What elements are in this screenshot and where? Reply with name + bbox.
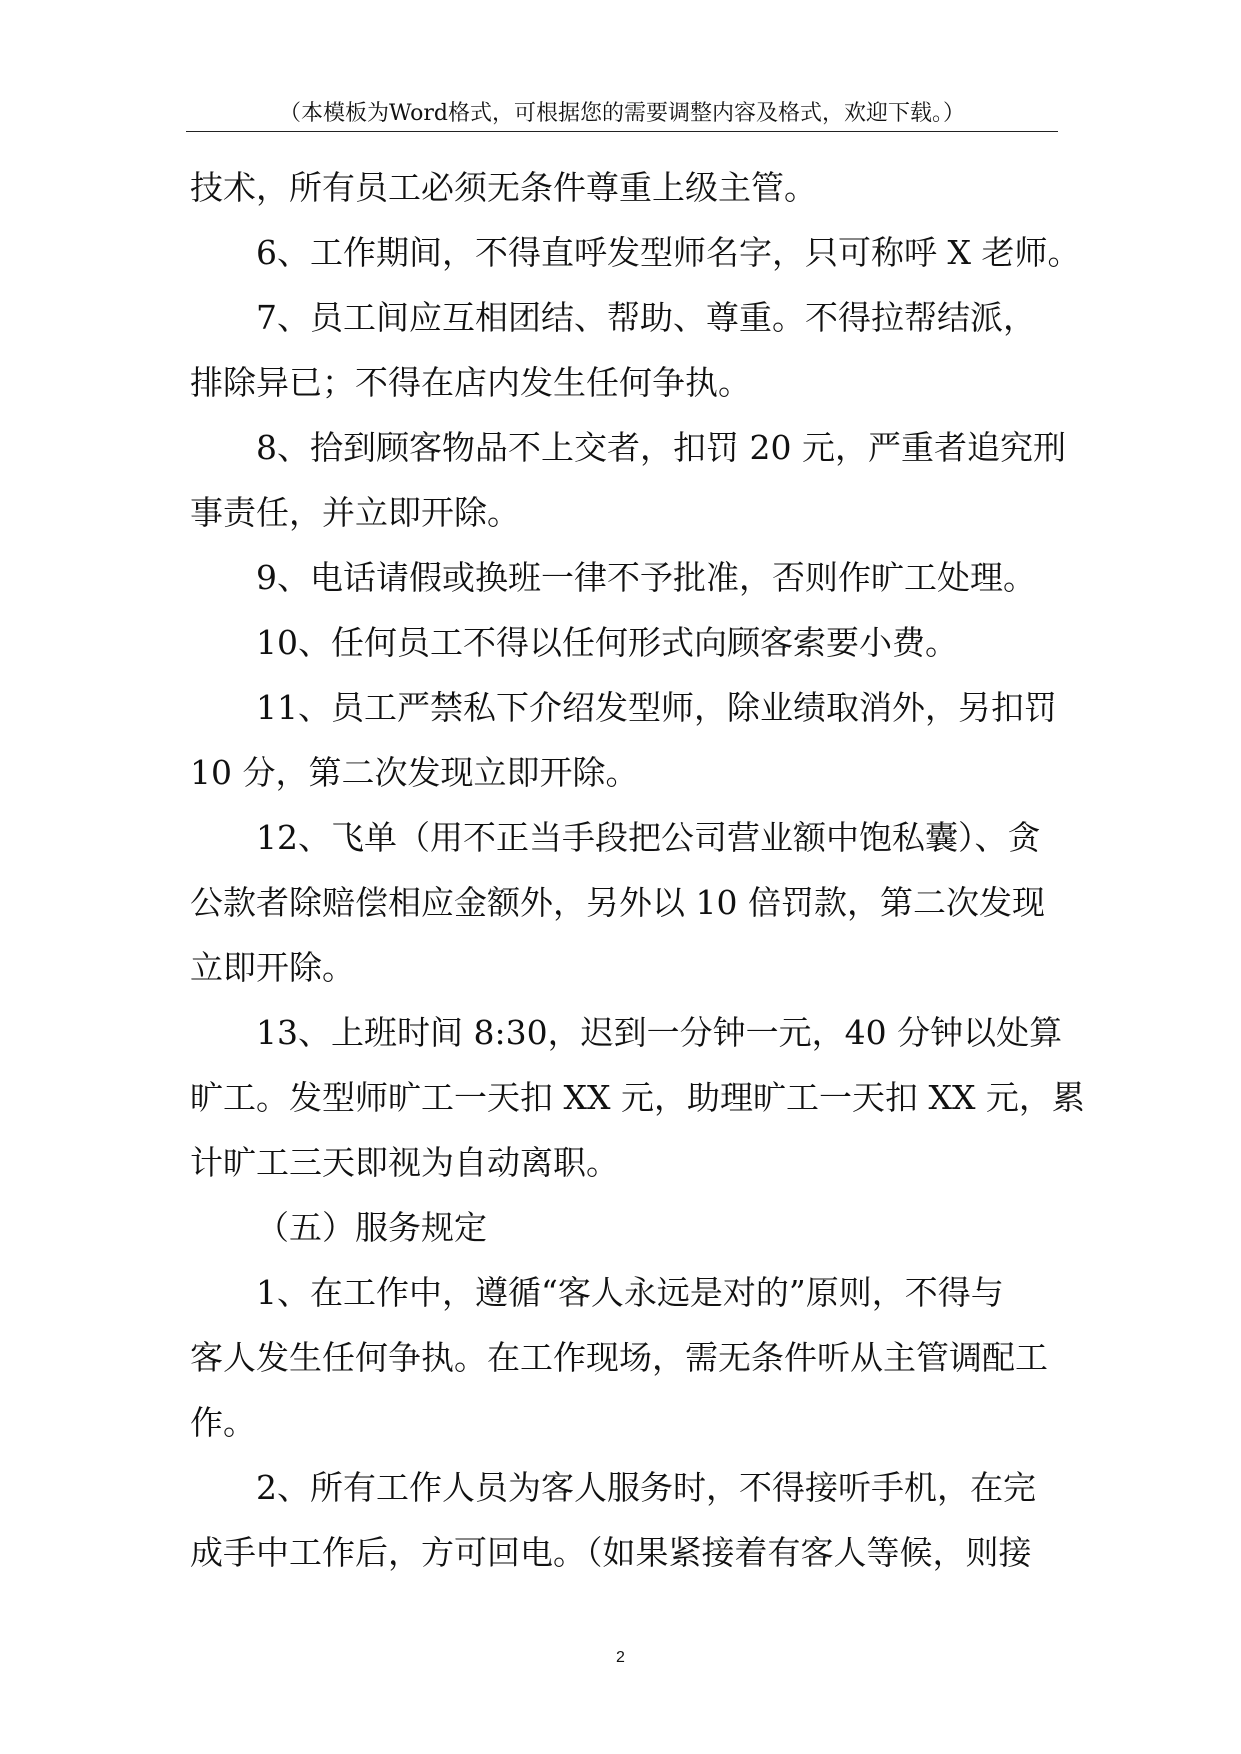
paragraph-line: 10 分，第二次发现立即开除。 — [190, 753, 639, 792]
paragraph — [190, 415, 1070, 545]
paragraph — [190, 610, 1070, 675]
paragraph-line: 事责任，并立即开除。 — [190, 493, 520, 532]
template-note-header: （本模板为Word格式，可根据您的需要调整内容及格式，欢迎下载。） — [279, 101, 965, 126]
paragraph-line: 13、上班时间 8:30，迟到一分钟一元，40 分钟以处算 — [256, 1013, 1063, 1052]
page-number: 2 — [616, 1649, 625, 1666]
paragraph — [190, 155, 1070, 220]
paragraph — [190, 805, 1070, 1000]
paragraph-line: 12、飞单（用不正当手段把公司营业额中饱私囊）、贪 — [256, 818, 1041, 857]
paragraph-line: 公款者除赔偿相应金额外，另外以 10 倍罚款，第二次发现 — [190, 883, 1045, 922]
header-divider — [186, 131, 1058, 132]
paragraph-line: 客人发生任何争执。在工作现场，需无条件听从主管调配工 — [190, 1338, 1048, 1377]
paragraph-line: 计旷工三天即视为自动离职。 — [190, 1143, 619, 1182]
paragraph-line: 8、拾到顾客物品不上交者，扣罚 20 元，严重者追究刑 — [256, 428, 1066, 467]
paragraph-line: 旷工。发型师旷工一天扣 XX 元，助理旷工一天扣 XX 元，累 — [190, 1078, 1085, 1117]
paragraph — [190, 1195, 1070, 1260]
paragraph-line: 7、员工间应互相团结、帮助、尊重。不得拉帮结派， — [256, 298, 1036, 337]
paragraph-line: （五）服务规定 — [256, 1208, 487, 1247]
paragraph-line: 1、在工作中，遵循“客人永远是对的”原则，不得与 — [256, 1273, 1004, 1312]
paragraph — [190, 1000, 1085, 1195]
paragraph — [190, 675, 1070, 805]
paragraph-line: 11、员工严禁私下介绍发型师，除业绩取消外，另扣罚 — [256, 688, 1057, 727]
paragraph — [190, 220, 1081, 285]
paragraph-line: 6、工作期间，不得直呼发型师名字，只可称呼 X 老师。 — [256, 233, 1081, 272]
paragraph-line: 10、任何员工不得以任何形式向顾客索要小费。 — [256, 623, 958, 662]
paragraph — [190, 285, 1070, 415]
paragraph-line: 2、所有工作人员为客人服务时，不得接听手机，在完 — [256, 1468, 1036, 1507]
paragraph-line: 作。 — [190, 1403, 256, 1442]
paragraph-line: 立即开除。 — [190, 948, 355, 987]
document-body — [190, 155, 1085, 1585]
paragraph-line: 技术，所有员工必须无条件尊重上级主管。 — [190, 168, 817, 207]
paragraph-line: 成手中工作后，方可回电。（如果紧接着有客人等候，则接 — [190, 1533, 1032, 1572]
paragraph — [190, 545, 1070, 610]
paragraph — [190, 1260, 1070, 1455]
paragraph — [190, 1455, 1070, 1585]
paragraph-line: 9、电话请假或换班一律不予批准，否则作旷工处理。 — [256, 558, 1036, 597]
paragraph-line: 排除异已；不得在店内发生任何争执。 — [190, 363, 751, 402]
